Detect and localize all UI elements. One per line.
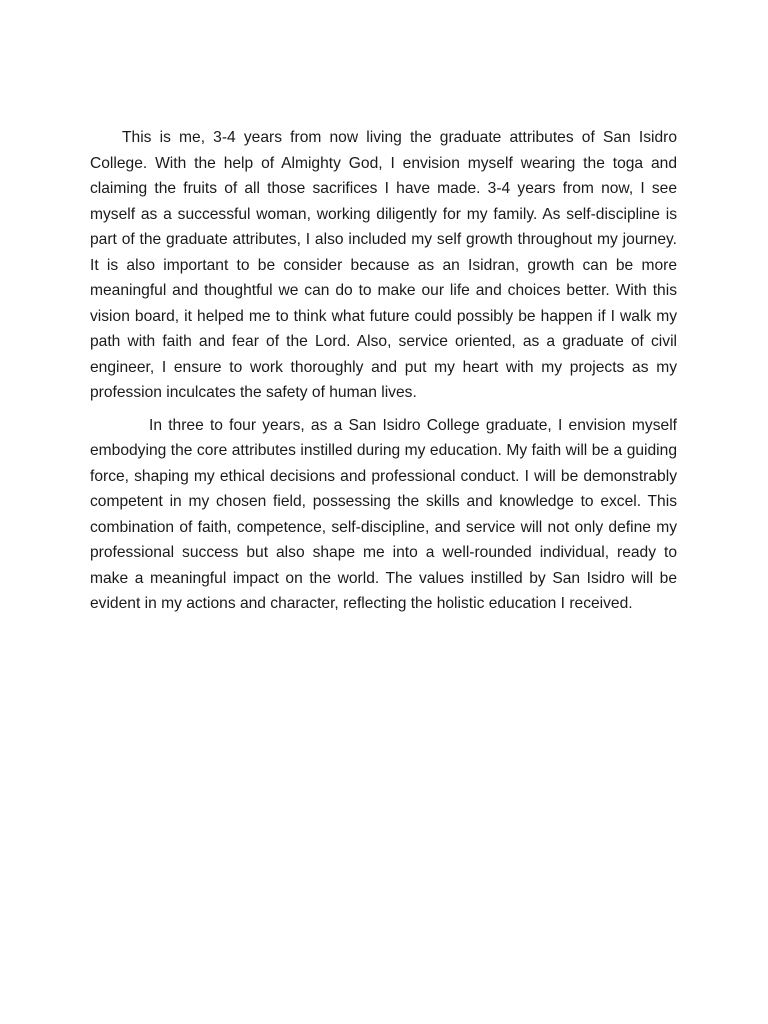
document-body bbox=[90, 125, 677, 617]
paragraph-1: This is me, 3-4 years from now living the graduate attributes of San Isidro College. With the help of Almighty God, I envision myself wearing the toga and claiming the fruits of all those sacrifices I have made. 3-4 years from now, I see myself as a successful woman, working diligently for my family. As self-discipline is part of the graduate attributes, I also included my self growth throughout my journey. It is also important to be consider because as an Isidran, growth can be more meaningful and thoughtful we can do to make our life and choices better. With this vision board, it helped me to think what future could possibly be happen if I walk my path with faith and fear of the Lord. Also, service oriented, as a graduate of civil engineer, I ensure to work thoroughly and put my heart with my projects as my profession inculcates the safety of human lives. bbox=[90, 129, 677, 401]
paragraph-2: In three to four years, as a San Isidro College graduate, I envision myself embodying the core attributes instilled during my education. My faith will be a guiding force, shaping my ethical decisions and professional conduct. I will be demonstrably competent in my chosen field, possessing the skills and knowledge to excel. This combination of faith, competence, self-discipline, and service will not only define my professional success but also shape me into a well-rounded individual, ready to make a meaningful impact on the world. The values instilled by San Isidro will be evident in my actions and character, reflecting the holistic education I received. bbox=[90, 416, 677, 612]
